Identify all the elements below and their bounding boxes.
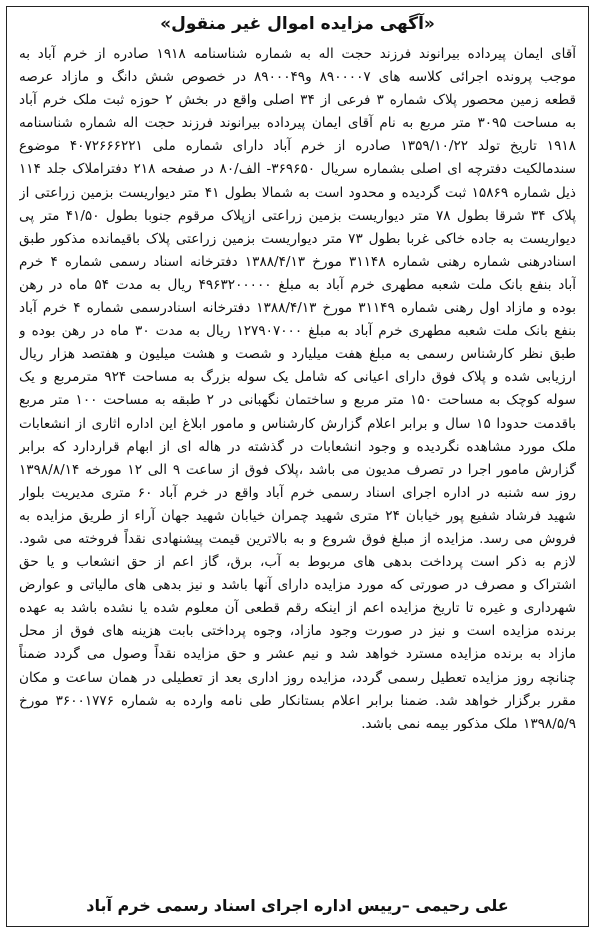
notice-body: آقای ایمان پیرداده بیرانوند فرزند حجت اله به شماره شناسنامه ۱۹۱۸ صادره از خرم آباد به موجب پرونده اجرائی کلاسه های ۸۹۰۰۰۰۷ و۸۹۰۰۰۴۹ در خصوص شش دانگ و مازاد عرصه قطعه زمین محصور پلاک شماره ۳ فرعی از ۳۴ اصلی واقع در بخش ۲ حوزه ثبت ملک خرم آباد به مساحت ۳۰۹۵ متر مربع به نام آقای ایمان پیرداده بیرانوند فرزند حجت اله شماره شناسنامه ۱۹۱۸ تاریخ تولد ۱۳۵۹/۱۰/۲۲ صادره از خرم آباد دارای شماره ملی ۴۰۷۲۶۶۶۲۲۱ موضوع سندمالکیت دفترچه ای اصلی بشماره سریال ۳۶۹۶۵۰- الف/۸۰ در صفحه ۲۱۸ دفتراملاک جلد ۱۱۴ ذیل شماره ۱۵۸۶۹ ثبت گردیده و محدود است به شمالا بطول ۴۱ متر دیواریست بزمین زراعتی از پلاک ۳۴ شرقا بطول ۷۸ متر دیواریست بزمین زراعتی ازپلاک مرقوم جنوبا بطول ۴۱/۵۰ متر پی دیواریست به جاده خاکی غربا بطول ۷۳ متر دیواریست بزمین زراعتی پلاک باقیمانده مذکور طبق اسنادرهنی شماره رهنی شماره ۳۱۱۴۸ مورخ ۱۳۸۸/۴/۱۳ دفترخانه اسناد رسمی شماره ۴ خرم آباد بنفع بانک ملت شعبه مطهری خرم آباد به مبلغ ۴۹۶۳۲۰۰۰۰۰ ریال به مدت ۵۴ ماه در رهن بوده و مازاد اول رهنی شماره ۳۱۱۴۹ مورخ ۱۳۸۸/۴/۱۳ دفترخانه اسنادرسمی شماره ۴ خرم آباد بنفع بانک ملت شعبه مطهری خرم آباد به مبلغ ۱۲۷۹۰۷۰۰۰ ریال به مدت ۳۰ ماه در رهن بوده و طبق نظر کارشناس رسمی به مبلغ هفت میلیارد و شصت و هشت میلیون و هفتصد هزار ریال ارزیابی شده و پلاک فوق دارای اعیانی که شامل یک سوله بزرگ به مساحت ۹۲۴ مترمربع و یک سوله کوچک به مساحت ۱۵۰ متر مربع و ساختمان نگهبانی در ۲ طبقه به مساحت ۱۰۰ متر مربع باقدمت حدودا ۱۵ سال و برابر اعلام گزارش کارشناس و مامور ابلاغ این اداره اثاری از انشعابات ملک مورد مشاهده نگردیده و وجود انشعابات در گذشته در هاله ای از ابهام قراردارد که برابر گزارش مامور اجرا در تصرف مدیون می باشد ،پلاک فوق از ساعت ۹ الی ۱۲ مورخه ۱۳۹۸/۸/۱۴ روز سه شنبه در اداره اجرای اسناد رسمی خرم آباد واقع در خرم آباد ۶۰ متری مدیریت بلوار شهید فرشاد شفیع پور خیابان ۲۴ متری شهید چمران خیابان شهید جهان آراء از طریق مزایده به فروش می رسد. مزایده از مبلغ فوق شروع و به بالاترین قیمت پیشنهادی نقداً فروخته می شود. لازم به ذکر است پرداخت بدهی های مربوط به آب، برق، گاز اعم از حق انشعاب و یا حق اشتراک و مصرف در صورتی که مورد مزایده دارای آنها باشد و نیز بدهی های مالیاتی و عوارض شهرداری و غیره تا تاریخ مزایده اعم از اینکه رقم قطعی آن معلوم شده یا نشده باشد به عهده برنده مزایده است و نیز در صورت وجود مازاد، وجوه پرداختی بابت هزینه های فوق از محل مازاد به برنده مزایده مسترد خواهد شد و نیم عشر و حق مزایده نقداً وصول می گردد ضمناً چنانچه روز مزایده تعطیل رسمی گردد، مزایده روز اداری بعد از تعطیلی در همان ساعت و مکان مقرر برگزار خواهد شد. ضمنا برابر اعلام بستانکار طی نامه وارده به شماره ۳۶۰۰۱۷۷۶ مورخ ۱۳۹۸/۵/۹ ملک مذکور بیمه نمی باشد. xyxy=(19,46,576,732)
notice-signature: علی رحیمی –رییس اداره اجرای اسناد رسمی خرم آباد xyxy=(86,896,509,915)
notice-frame xyxy=(6,6,589,927)
notice-title: «آگهی مزایده اموال غیر منقول» xyxy=(160,14,435,34)
